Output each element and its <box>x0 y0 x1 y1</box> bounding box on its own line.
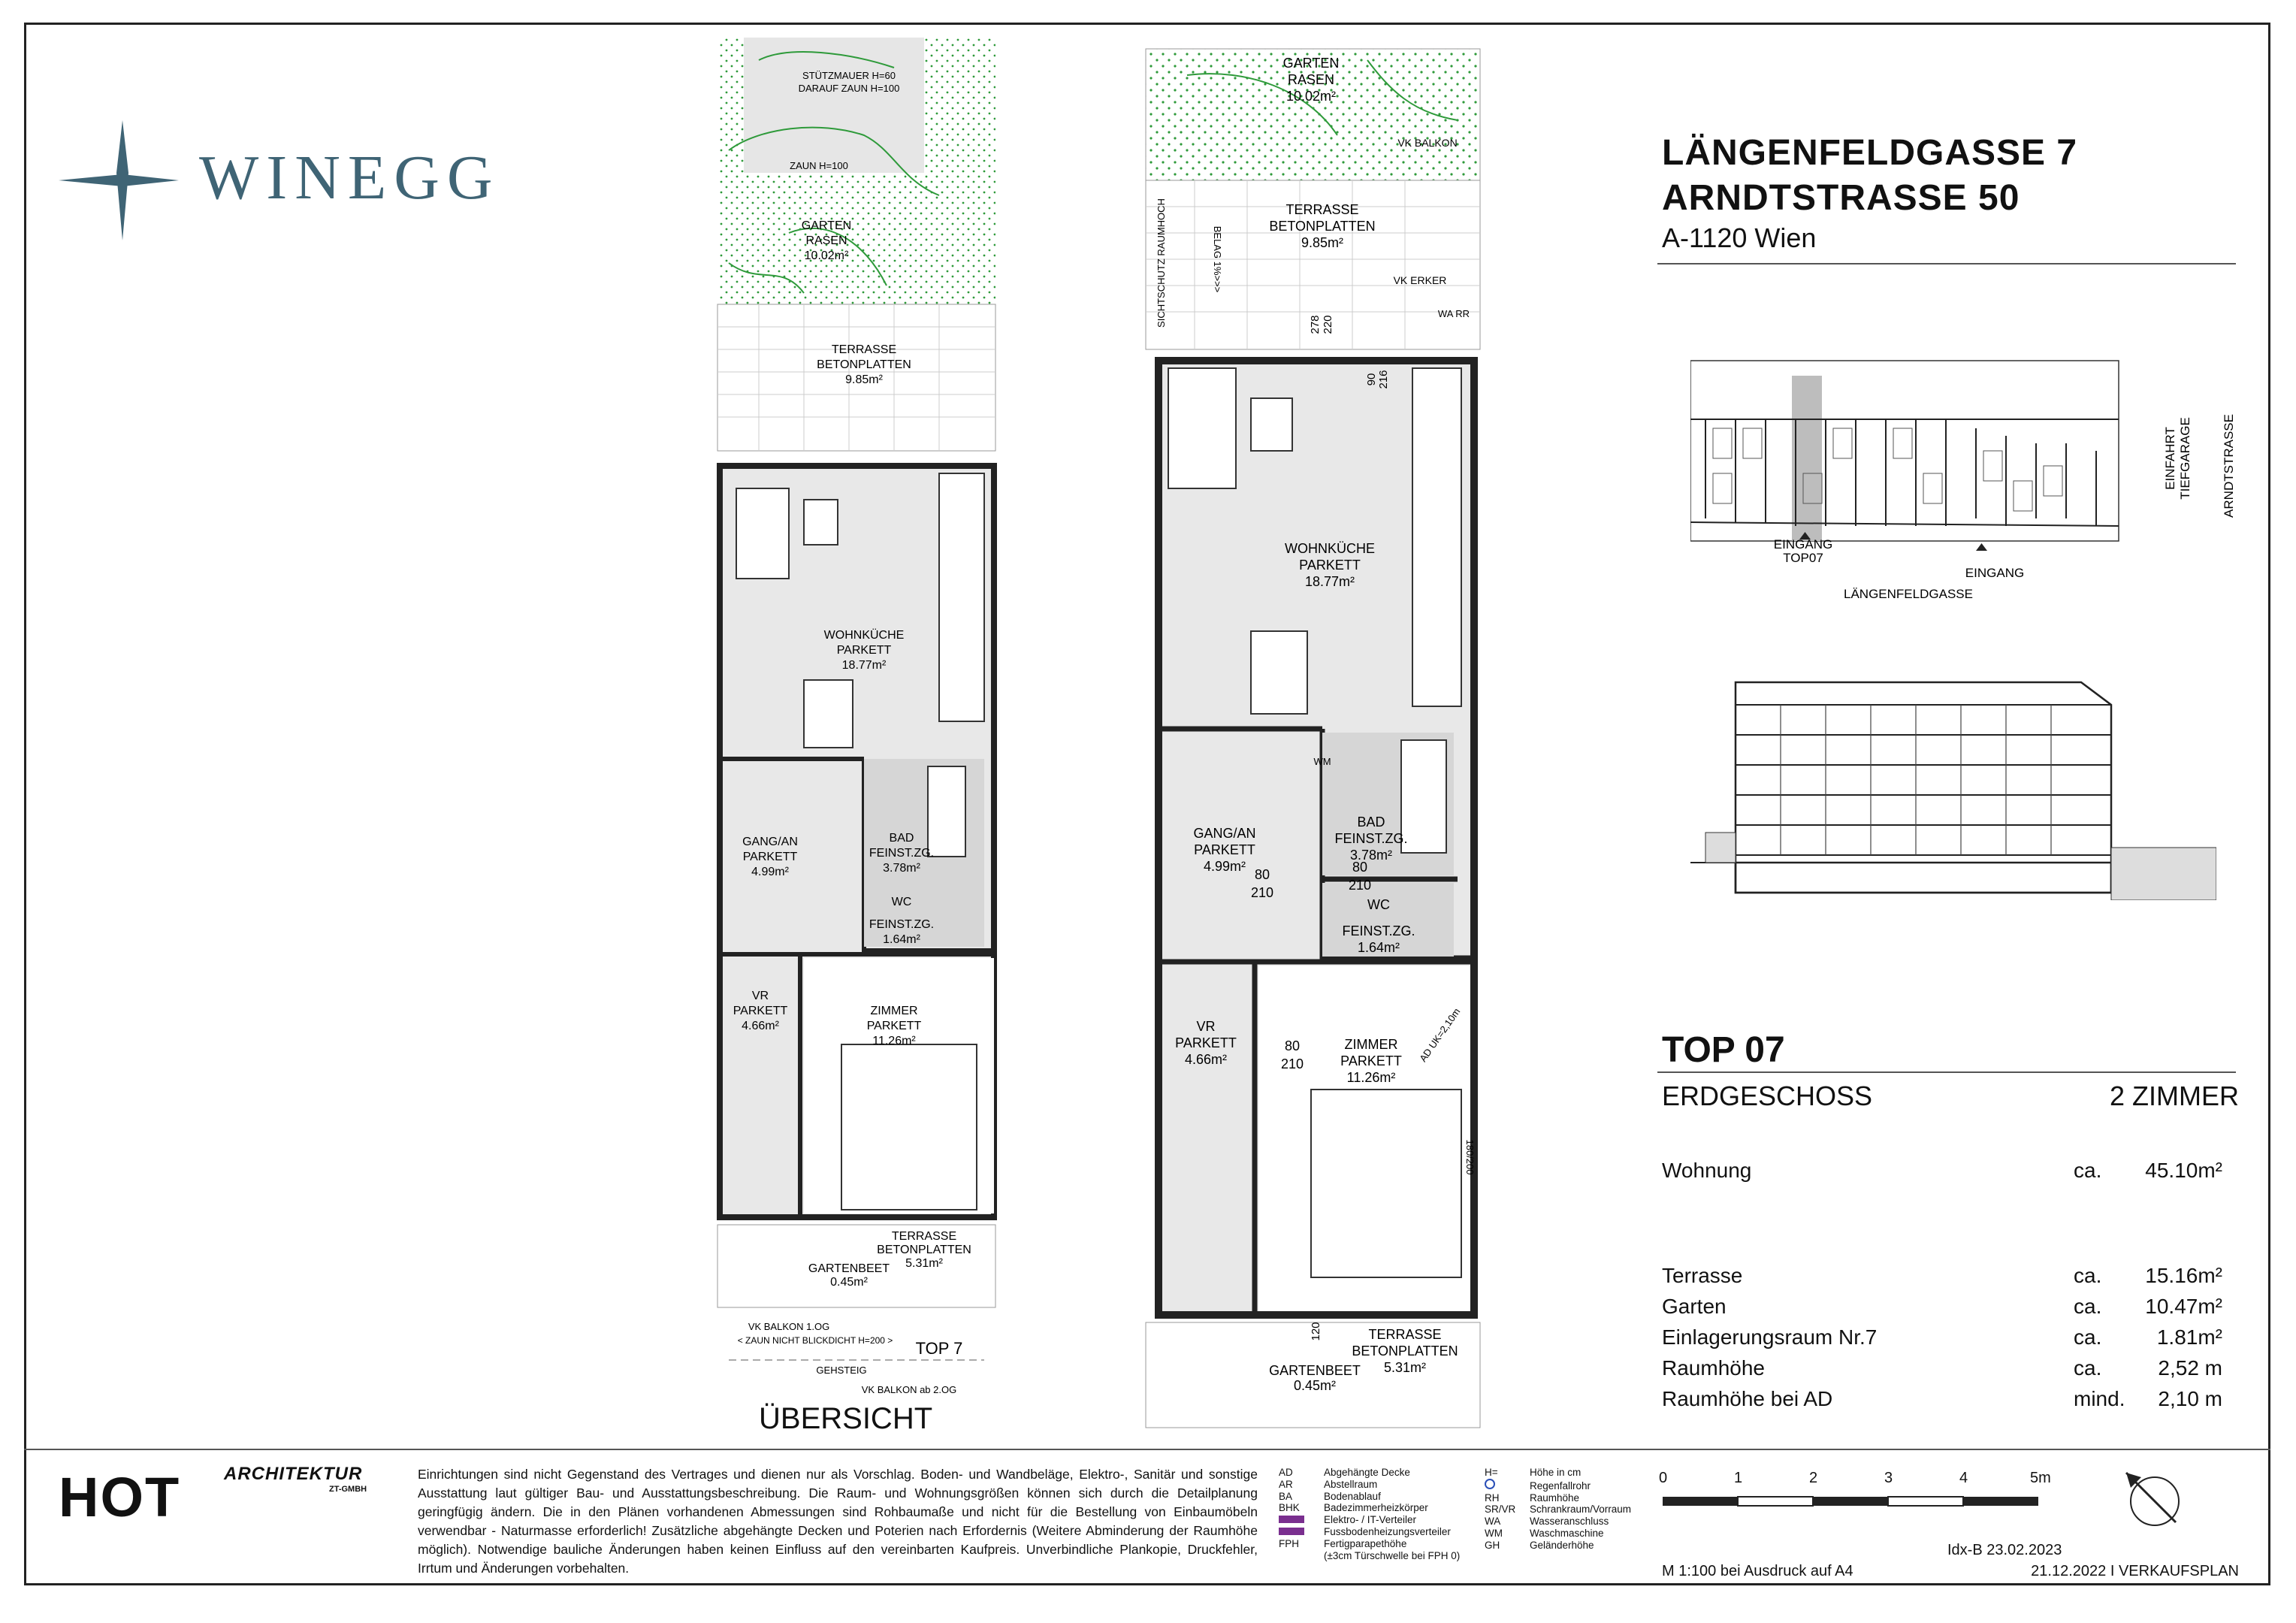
legend-item: GH Geländerhöhe <box>1485 1539 1594 1551</box>
scale-tick: 4 <box>1959 1470 1968 1486</box>
area-qualifier: ca. <box>2074 1159 2102 1182</box>
overview-floor-plan <box>714 38 1014 1398</box>
plan-terrasse-floor: BETONPLATTEN <box>1269 219 1376 234</box>
plan-dim-210: 210 <box>1280 1056 1304 1071</box>
plan-dim-216: 216 <box>1377 370 1390 389</box>
plan-zimmer-area: 11.26m² <box>1346 1070 1396 1085</box>
plan-vr-floor: PARKETT <box>1175 1035 1237 1050</box>
area-label: Raumhöhe <box>1662 1356 1765 1380</box>
brand-wordmark: WINEGG <box>199 143 500 213</box>
overview-wohnkueche-area: 18.77m² <box>841 659 887 672</box>
plan-dim-210: 210 <box>1250 885 1274 900</box>
overview-wc-area: 1.64m² <box>883 933 920 946</box>
plan-wc-label: WC <box>1367 897 1390 912</box>
plan-bed: 180/200 <box>1464 1139 1476 1175</box>
scale-tick: 2 <box>1809 1470 1818 1486</box>
office-logo: HOT <box>59 1466 181 1528</box>
plan-dim-120: 120 <box>1310 1322 1322 1341</box>
area-value: 2,52 m <box>2158 1356 2222 1380</box>
main-floor-plan <box>1142 45 1518 1435</box>
plan-terrasse-bottom-area: 5.31m² <box>1383 1360 1427 1375</box>
legend-item: SR/VR Schrankraum/Vorraum <box>1485 1504 1632 1516</box>
overview-terrasse-area: 9.85m² <box>845 373 883 386</box>
plan-wohnkueche-label: WOHNKÜCHE <box>1285 541 1375 556</box>
overview-vr-label: VR <box>751 990 769 1002</box>
siteplan-einfahrt: EINFAHRT <box>2163 427 2177 490</box>
plan-vr-area: 4.66m² <box>1184 1052 1228 1067</box>
plan-wa-rr: WA RR <box>1437 308 1470 319</box>
overview-stuetzmauer: STÜTZMAUER H=60 <box>802 70 896 81</box>
downpipe-icon <box>1485 1479 1495 1489</box>
overview-gehsteig: GEHSTEIG <box>816 1365 867 1376</box>
overview-bad-floor: FEINST.ZG. <box>869 847 935 860</box>
overview-zimmer-area: 11.26m² <box>872 1035 916 1047</box>
siteplan-eingang-top-sub: TOP07 <box>1783 551 1823 565</box>
plan-dim-80: 80 <box>1284 1038 1301 1053</box>
scale-tick: 5m <box>2030 1470 2051 1486</box>
plan-gartenbeet-area: 0.45m² <box>1293 1378 1337 1393</box>
plan-zimmer-label: ZIMMER <box>1344 1037 1398 1052</box>
plan-sichtschutz: SICHTSCHUTZ RAUMHOCH <box>1156 198 1167 328</box>
area-qualifier: mind. <box>2074 1387 2125 1410</box>
overview-wc-floor: FEINST.ZG. <box>869 918 935 931</box>
overview-gang-label: GANG/AN <box>742 836 798 848</box>
north-arrow-icon <box>2119 1465 2186 1533</box>
legend-left <box>1279 1467 1460 1561</box>
area-value: 2,10 m <box>2158 1387 2222 1410</box>
overview-wohnkueche-label: WOHNKÜCHE <box>823 629 905 642</box>
overview-bad-label: BAD <box>889 832 914 845</box>
plan-wc-floor: FEINST.ZG. <box>1342 923 1415 938</box>
scale-tick: 1 <box>1734 1470 1743 1486</box>
overview-terrasse-bottom-label: TERRASSE <box>891 1230 957 1243</box>
area-qualifier: ca. <box>2074 1295 2102 1318</box>
overview-terrasse-bottom-area: 5.31m² <box>905 1257 943 1270</box>
floor-heating-manifold-icon <box>1279 1528 1304 1535</box>
overview-vr-floor: PARKETT <box>733 1005 788 1017</box>
divider <box>1657 263 2236 264</box>
area-label: Raumhöhe bei AD <box>1662 1387 1833 1410</box>
overview-garten-label: GARTEN <box>801 219 852 232</box>
legend-item: (±3cm Türschwelle bei FPH 0) <box>1324 1549 1461 1561</box>
legend-item: BHK Badezimmerheizkörper <box>1279 1502 1428 1514</box>
overview-garten-floor: RASEN <box>805 234 847 247</box>
plan-vr-label: VR <box>1196 1019 1216 1034</box>
legend-item: AD Abgehängte Decke <box>1279 1467 1410 1478</box>
electrical-panel-icon <box>1279 1516 1304 1523</box>
plan-gang-area: 4.99m² <box>1203 859 1246 874</box>
area-value: 45.10m² <box>2145 1159 2222 1182</box>
overview-terrasse-label: TERRASSE <box>831 343 897 356</box>
legend-item: WM Waschmaschine <box>1485 1527 1604 1539</box>
area-value: 10.47m² <box>2145 1295 2222 1318</box>
plan-index: Idx-B 23.02.2023 <box>1947 1542 2062 1558</box>
area-value: 1.81m² <box>2156 1325 2222 1349</box>
area-label: Einlagerungsraum Nr.7 <box>1662 1325 1878 1349</box>
siteplan-eingang-top: EINGANG <box>1773 537 1833 552</box>
office-logo-zt: ZT-GMBH <box>329 1485 367 1494</box>
plan-garten-area: 10.02m² <box>1285 89 1337 104</box>
site-plan <box>1690 346 2246 616</box>
plan-terrasse-label: TERRASSE <box>1285 202 1359 217</box>
plan-gang-label: GANG/AN <box>1193 826 1256 841</box>
area-label: Garten <box>1662 1295 1727 1318</box>
scale-tick: 3 <box>1884 1470 1893 1486</box>
scale-note: M 1:100 bei Ausdruck auf A4 <box>1662 1563 1853 1579</box>
plan-ad-uk: AD UK=2,10m <box>1417 1005 1463 1064</box>
siteplan-street-bottom: LÄNGENFELDGASSE <box>1844 587 1973 601</box>
plan-belag: BELAG 1%>>> <box>1212 225 1223 293</box>
area-qualifier: ca. <box>2074 1356 2102 1380</box>
siteplan-street-right: ARNDTSTRASSE <box>2222 414 2236 518</box>
unit-rooms: 2 ZIMMER <box>2109 1080 2239 1111</box>
overview-gang-floor: PARKETT <box>742 851 798 863</box>
plan-wohnkueche-floor: PARKETT <box>1299 558 1361 573</box>
plan-dim-278: 278 <box>1309 315 1322 334</box>
overview-gartenbeet-area: 0.45m² <box>830 1276 868 1289</box>
overview-top-marker: TOP 7 <box>915 1339 963 1358</box>
compass-star-logo-icon <box>59 113 186 248</box>
address-line-2: ARNDTSTRASSE 50 <box>1662 178 2020 218</box>
overview-gartenbeet-label: GARTENBEET <box>808 1262 890 1275</box>
plan-gartenbeet-label: GARTENBEET <box>1269 1363 1361 1378</box>
overview-terrasse-floor: BETONPLATTEN <box>817 358 911 371</box>
overview-vk-balkon-2og: VK BALKON ab 2.OG <box>861 1384 957 1395</box>
scale-bar <box>1662 1494 2068 1510</box>
disclaimer-text: Einrichtungen sind nicht Gegenstand des Vertrages und dienen nur als Vorschlag. Boden- und Wandbeläge, Elektro-, Sanitär und sonstige Ausstattung laut gültiger Bau- und Ausstattungsbeschreibung. Die Raum- und Wohnungsgrößen können sich durch die Detailplanung geringfügig ändern. Die in den Plänen vorhandenen Abmessungen sind Rohbaumaße und nicht für die Bestellung von Einbaumöbeln verwendbar - Naturmasse erforderlich! Zusätzliche abgehängte Decken und Poterien nach Erfordernis (Weitere Abminderung der Raumhöhe möglich). Notwendige bauliche Änderungen haben keinen Einfluss auf den vereinbarten Kaufpreis. Unverbindliche Plankopie, Druckfehler, Irrtum und Änderungen vorbehalten. <box>418 1467 1258 1576</box>
plan-terrasse-bottom-label: TERRASSE <box>1368 1327 1442 1342</box>
section-drawing <box>1690 675 2216 900</box>
plan-bad-label: BAD <box>1357 815 1385 830</box>
plan-wohnkueche-area: 18.77m² <box>1304 574 1355 589</box>
legend-item: AR Abstellraum <box>1279 1478 1378 1490</box>
legend-item: BA Bodenablauf <box>1279 1490 1381 1502</box>
overview-wc-label: WC <box>891 896 912 908</box>
overview-vk-balkon-1og: VK BALKON 1.OG <box>748 1321 830 1332</box>
overview-bad-area: 3.78m² <box>883 862 920 875</box>
overview-vr-area: 4.66m² <box>742 1020 779 1032</box>
siteplan-tiefgarage: TIEFGARAGE <box>2178 417 2192 500</box>
plan-garten-floor: RASEN <box>1287 72 1335 87</box>
overview-caption: ÜBERSICHT <box>759 1402 933 1435</box>
legend-right <box>1485 1467 1631 1552</box>
legend-item: Elektro- / IT-Verteiler <box>1279 1514 1460 1526</box>
plan-dim-210: 210 <box>1348 878 1372 893</box>
legend-item: H= Höhe in cm <box>1485 1467 1582 1478</box>
plan-terrasse-area: 9.85m² <box>1301 235 1344 250</box>
overview-zaun-darauf: DARAUF ZAUN H=100 <box>798 83 900 94</box>
area-label: Wohnung <box>1662 1159 1752 1182</box>
unit-title: TOP 07 <box>1662 1030 1785 1070</box>
plan-terrasse-bottom-floor: BETONPLATTEN <box>1352 1343 1458 1359</box>
office-logo-sub: ARCHITEKTUR <box>224 1464 363 1484</box>
unit-floor: ERDGESCHOSS <box>1662 1080 1873 1111</box>
overview-wohnkueche-floor: PARKETT <box>836 644 892 657</box>
address-city: A-1120 Wien <box>1662 222 1817 253</box>
legend-item: RH Raumhöhe <box>1485 1492 1580 1504</box>
divider <box>1657 1071 2236 1073</box>
plan-garten-label: GARTEN <box>1282 56 1340 71</box>
overview-terrasse-bottom-floor: BETONPLATTEN <box>877 1244 971 1256</box>
address-line-1: LÄNGENFELDGASSE 7 <box>1662 133 2078 173</box>
area-qualifier: ca. <box>2074 1264 2102 1287</box>
plan-dim-90: 90 <box>1365 373 1378 386</box>
legend-item: FPH Fertigparapethöhe <box>1279 1537 1407 1549</box>
legend-item: Fussbodenheizungsverteiler <box>1279 1526 1460 1538</box>
plan-bad-area: 3.78m² <box>1349 848 1393 863</box>
plan-vk-erker: VK ERKER <box>1393 274 1447 286</box>
area-label: Terrasse <box>1662 1264 1743 1287</box>
overview-gang-area: 4.99m² <box>751 866 789 878</box>
plan-wc-area: 1.64m² <box>1357 940 1400 955</box>
plan-date: 21.12.2022 I VERKAUFSPLAN <box>2031 1563 2239 1579</box>
overview-zimmer-label: ZIMMER <box>870 1005 918 1017</box>
plan-dim-80: 80 <box>1352 860 1368 875</box>
plan-zimmer-floor: PARKETT <box>1340 1053 1402 1068</box>
overview-zaun-blick: < ZAUN NICHT BLICKDICHT H=200 > <box>737 1335 893 1346</box>
overview-zaun: ZAUN H=100 <box>790 160 848 171</box>
legend-item: Regenfallrohr <box>1485 1479 1631 1492</box>
footer-divider <box>24 1449 2270 1450</box>
legend-item: WA Wasseranschluss <box>1485 1516 1609 1528</box>
area-value: 15.16m² <box>2145 1264 2222 1287</box>
plan-wm: WM <box>1313 756 1331 767</box>
overview-garten-area: 10.02m² <box>804 249 849 262</box>
siteplan-eingang: EINGANG <box>1965 566 2025 580</box>
scale-tick: 0 <box>1659 1470 1668 1486</box>
plan-bad-floor: FEINST.ZG. <box>1334 831 1408 846</box>
plan-vk-balkon: VK BALKON <box>1397 137 1458 149</box>
area-qualifier: ca. <box>2074 1325 2102 1349</box>
plan-gang-floor: PARKETT <box>1194 842 1255 857</box>
overview-zimmer-floor: PARKETT <box>866 1020 922 1032</box>
plan-dim-220: 220 <box>1322 315 1334 334</box>
plan-dim-80: 80 <box>1254 867 1270 882</box>
